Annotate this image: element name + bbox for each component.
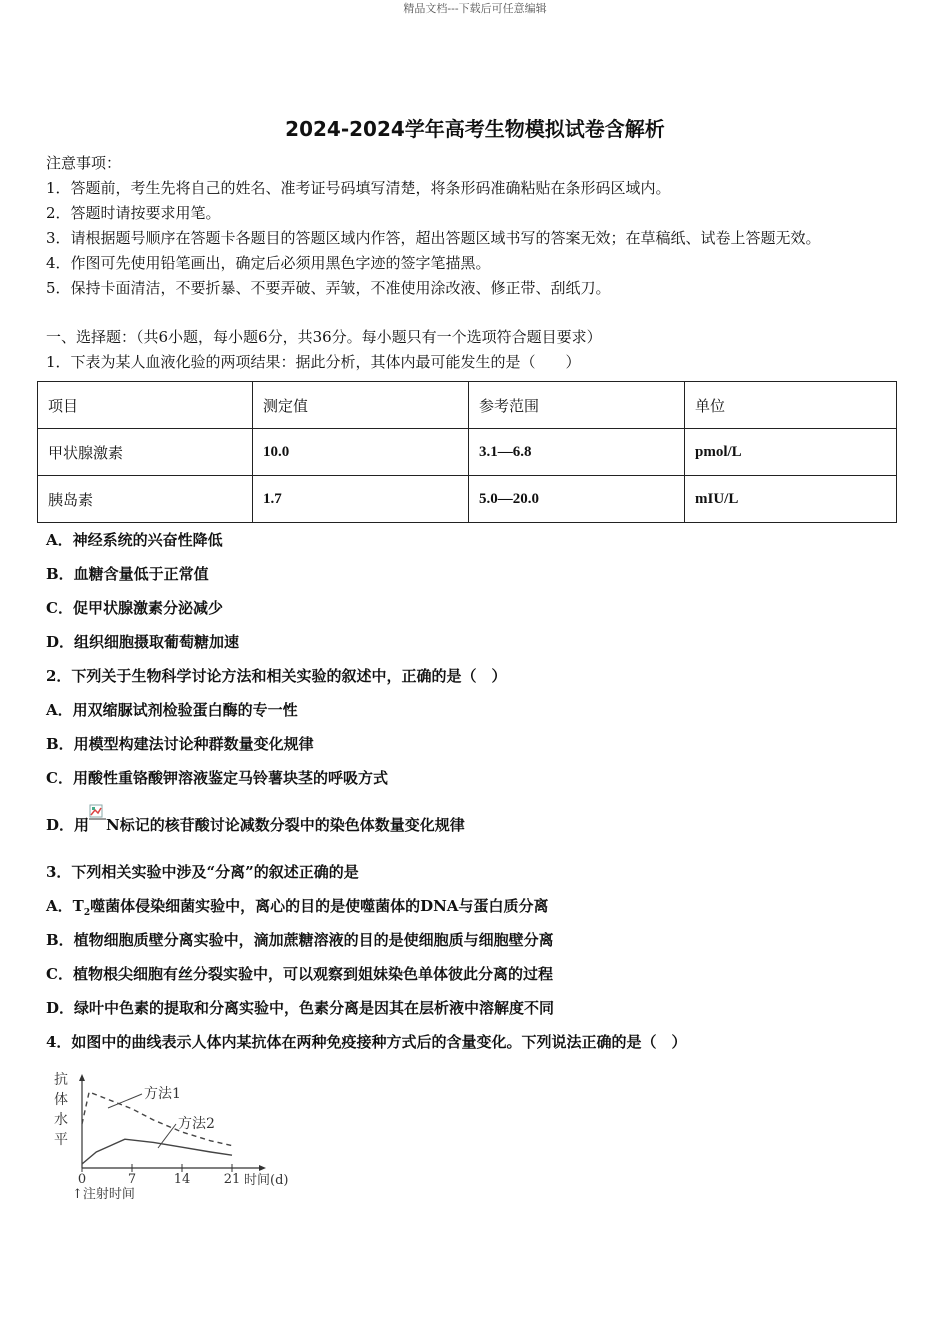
- question-3-option: D．绿叶中色素的提取和分离实验中，色素分离是因其在层析液中溶解度不同: [46, 999, 555, 1017]
- page-title: 2024-2024学年高考生物模拟试卷含解析: [285, 117, 665, 141]
- table-header-cell: 项目: [38, 382, 253, 429]
- option-a-prefix: A．T: [46, 897, 84, 915]
- table-cell: mIU/L: [685, 476, 897, 523]
- y-axis-label-char: 平: [54, 1132, 68, 1148]
- question-1-option: B．血糖含量低于正常值: [46, 565, 209, 583]
- injection-time-annotation: ↑注射时间: [72, 1187, 135, 1202]
- table-header-cell: 单位: [685, 382, 897, 429]
- y-axis-label: [54, 1071, 68, 1148]
- question-4-stem: 4．如图中的曲线表示人体内某抗体在两种免疫接种方式后的含量变化。下列说法正确的是（ ）: [46, 1033, 687, 1051]
- question-3-stem: 3．下列相关实验中涉及“分离”的叙述正确的是: [46, 863, 359, 881]
- notice-item: 5．保持卡面清洁，不要折暴、不要弄破、弄皱，不准使用涂改液、修正带、刮纸刀。: [46, 279, 611, 297]
- option-a-text: 噬菌体侵染细菌实验中，离心的目的是使噬菌体的DNA与蛋白质分离: [90, 897, 549, 915]
- antibody-level-chart: [48, 1068, 308, 1208]
- question-1-option: A．神经系统的兴奋性降低: [46, 531, 223, 549]
- option-d-prefix: D．用: [46, 816, 90, 834]
- table-cell: 5.0—20.0: [469, 476, 685, 523]
- y-axis-label-char: 抗: [54, 1072, 68, 1088]
- broken-image-icon: [89, 816, 106, 832]
- option-d-suffix: N标记的核苷酸讨论减数分裂中的染色体数量变化规律: [106, 816, 465, 834]
- y-axis-arrow: [79, 1074, 85, 1081]
- page-header: 精品文档---下载后可任意编辑: [403, 2, 547, 15]
- x-tick-label: 0: [77, 1172, 87, 1187]
- notice-item: 1．答题前，考生先将自己的姓名、准考证号码填写清楚，将条形码准确粘贴在条形码区域内。: [46, 179, 671, 197]
- series-line-2: [82, 1139, 232, 1164]
- table-cell: 1.7: [253, 476, 469, 523]
- notice-item: 4．作图可先使用铅笔画出，确定后必须用黑色字迹的签字笔描黑。: [46, 254, 491, 272]
- y-axis-label-char: 体: [54, 1092, 68, 1108]
- notice-item: 3．请根据题号顺序在答题卡各题目的答题区域内作答，超出答题区域书写的答案无效；在草稿纸、试卷上答题无效。: [46, 229, 821, 247]
- notice-item: 2．答题时请按要求用笔。: [46, 204, 221, 222]
- question-2-option: C．用酸性重铬酸钾溶液鉴定马铃薯块茎的呼吸方式: [46, 769, 388, 787]
- option-a-subscript: 2: [83, 908, 91, 918]
- question-3-option: C．植物根尖细胞有丝分裂实验中，可以观察到姐妹染色单体彼此分离的过程: [46, 965, 553, 983]
- table-cell: 3.1—6.8: [469, 429, 685, 476]
- table-cell: 甲状腺激素: [38, 429, 253, 476]
- chart-svg: [48, 1068, 308, 1208]
- question-2-option: B．用模型构建法讨论种群数量变化规律: [46, 735, 314, 753]
- question-1-stem: 1．下表为某人血液化验的两项结果：据此分析，其体内最可能发生的是（ ）: [46, 353, 581, 371]
- question-3-option-a: [46, 895, 548, 918]
- x-tick-label: 21: [223, 1172, 241, 1187]
- section-heading: 一、选择题：（共6小题，每小题6分，共36分。每小题只有一个选项符合题目要求）: [46, 328, 602, 346]
- table-row: [38, 476, 897, 523]
- table-header-cell: 参考范围: [469, 382, 685, 429]
- table-header-cell: 测定值: [253, 382, 469, 429]
- table-row: [38, 429, 897, 476]
- x-axis-arrow: [259, 1165, 266, 1171]
- question-1-option: C．促甲状腺激素分泌减少: [46, 599, 223, 617]
- table-cell: pmol/L: [685, 429, 897, 476]
- question-1-option: D．组织细胞摄取葡萄糖加速: [46, 633, 240, 651]
- x-tick-label: 14: [173, 1172, 191, 1187]
- series-label: 方法1: [144, 1086, 181, 1102]
- x-axis-label: 时间(d): [244, 1173, 289, 1188]
- x-tick-label: 7: [127, 1172, 137, 1187]
- question-2-stem: 2．下列关于生物科学讨论方法和相关实验的叙述中，正确的是（ ）: [46, 667, 507, 685]
- question-3-option: B．植物细胞质壁分离实验中，滴加蔗糖溶液的目的是使细胞质与细胞壁分离: [46, 931, 554, 949]
- table-header-row: [38, 382, 897, 429]
- question-2-option: A．用双缩脲试剂检验蛋白酶的专一性: [46, 701, 298, 719]
- table-cell: 胰岛素: [38, 476, 253, 523]
- question-2-option-d: [46, 814, 465, 835]
- notice-heading: 注意事项：: [46, 154, 122, 172]
- lab-results-table: [37, 381, 897, 523]
- series-label: 方法2: [178, 1116, 215, 1132]
- table-cell: 10.0: [253, 429, 469, 476]
- y-axis-label-char: 水: [54, 1112, 68, 1128]
